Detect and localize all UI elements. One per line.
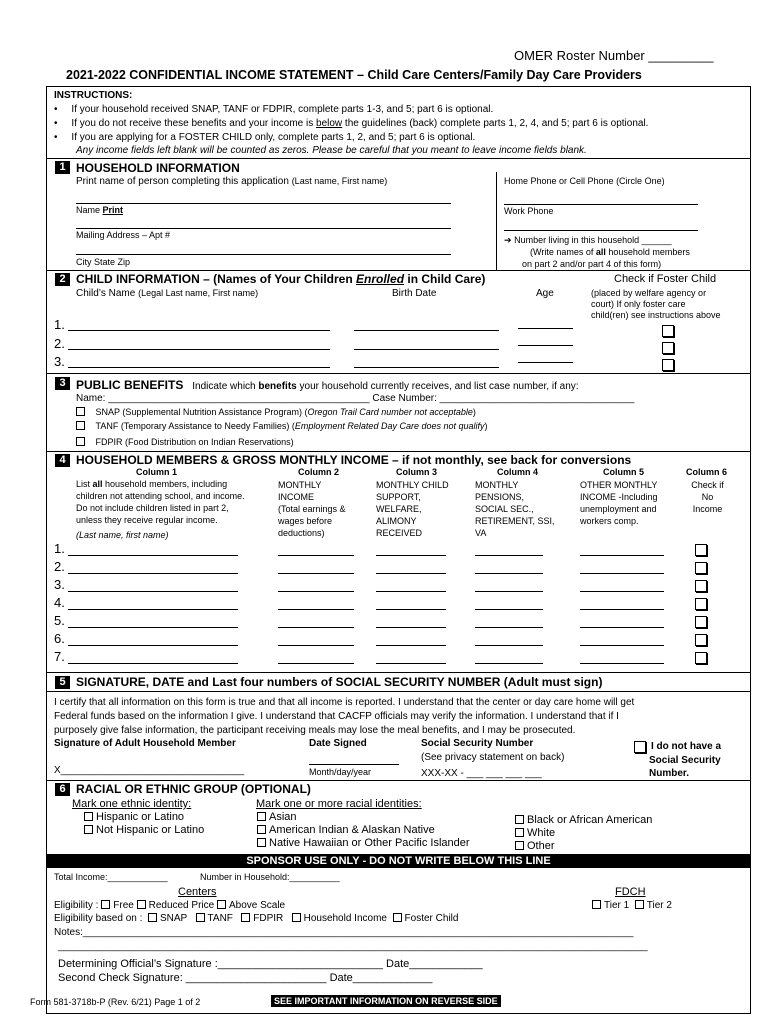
- not-hispanic-checkbox[interactable]: [84, 825, 93, 834]
- white-checkbox[interactable]: [515, 828, 524, 837]
- american-indian-checkbox[interactable]: [257, 825, 266, 834]
- member-row-2-number: 2.: [54, 559, 65, 574]
- col2-desc: MONTHLY INCOME (Total earnings & wages before deductions): [278, 480, 346, 538]
- certify-line-2: Federal funds based on the information I give. I understand that CACFP officials may verify the information. I understand that if I: [54, 711, 619, 722]
- mailing-line[interactable]: [76, 228, 451, 229]
- child-3-age-line[interactable]: [518, 362, 573, 363]
- member-6-name-line[interactable]: [68, 645, 238, 646]
- section-3-number: 3: [55, 377, 70, 390]
- section-5-number: 5: [55, 676, 70, 689]
- member-row-4-number: 4.: [54, 595, 65, 610]
- member-1-name-line[interactable]: [68, 555, 238, 556]
- member-7-no-income-checkbox[interactable]: [695, 652, 707, 664]
- form-id: Form 581-3718b-P (Rev. 6/21) Page 1 of 2: [30, 997, 201, 1007]
- member-1-pensions-line[interactable]: [475, 555, 543, 556]
- member-row-6-number: 6.: [54, 631, 65, 646]
- col3-desc: MONTHLY CHILD SUPPORT, WELFARE, ALIMONY RECEIVED: [376, 480, 449, 538]
- second-check-signature[interactable]: Second Check Signature: _______________________ Date_____________: [58, 972, 433, 984]
- roster-number-label[interactable]: OMER Roster Number _________: [514, 48, 714, 63]
- print-name-label: Print name of person completing this application (Last name, First name): [76, 176, 388, 187]
- col2-title: Column 2: [298, 467, 340, 477]
- member-4-name-line[interactable]: [68, 609, 238, 610]
- member-5-name-line[interactable]: [68, 627, 238, 628]
- col6-title: Column 6: [686, 467, 728, 477]
- sponsor-tanf-checkbox[interactable]: [196, 913, 205, 922]
- member-3-pensions-line[interactable]: [475, 591, 543, 592]
- member-4-other-income-line[interactable]: [580, 609, 664, 610]
- col1-desc-1: List all household members, including: [76, 479, 228, 489]
- benefits-name-case-line[interactable]: Name: _______________________________________________ Case Number: ___________________________________: [76, 393, 635, 404]
- no-ssn-label-3: Number.: [649, 768, 690, 779]
- city-state-zip-label: City State Zip: [76, 257, 131, 267]
- section-2-title: CHILD INFORMATION – (Names of Your Children Enrolled in Child Care): [76, 272, 486, 286]
- foster-note-2: court) If only foster care: [591, 299, 686, 309]
- work-phone-line[interactable]: [504, 230, 698, 231]
- tier-row: Tier 1 Tier 2: [592, 900, 672, 911]
- member-7-child-support-line[interactable]: [376, 663, 446, 664]
- home-phone-line[interactable]: [504, 204, 698, 205]
- member-row-3-number: 3.: [54, 577, 65, 592]
- col1-title: Column 1: [136, 467, 178, 477]
- no-ssn-label-2: Social Security: [649, 755, 721, 766]
- child-1-birth-line[interactable]: [354, 330, 499, 331]
- member-5-no-income-checkbox[interactable]: [695, 616, 707, 628]
- member-4-pensions-line[interactable]: [475, 609, 543, 610]
- member-3-other-income-line[interactable]: [580, 591, 664, 592]
- section-3-title: PUBLIC BENEFITS Indicate which benefits your household currently receives, and list case number, if any:: [76, 378, 579, 392]
- date-signed-label: Date Signed: [309, 738, 367, 749]
- sponsor-banner: SPONSOR USE ONLY - DO NOT WRITE BELOW THIS LINE: [46, 854, 751, 868]
- notes-field-line-2[interactable]: __________________________________________________________________________________________________________: [58, 941, 648, 952]
- member-4-monthly-income-line[interactable]: [278, 609, 354, 610]
- form-title: 2021-2022 CONFIDENTIAL INCOME STATEMENT – Child Care Centers/Family Day Care Providers: [66, 68, 642, 82]
- section-2-number: 2: [55, 273, 70, 286]
- member-5-pensions-line[interactable]: [475, 627, 543, 628]
- american-indian-option[interactable]: American Indian & Alaskan Native: [257, 824, 435, 836]
- privacy-note: (See privacy statement on back): [421, 752, 565, 763]
- member-7-monthly-income-line[interactable]: [278, 663, 354, 664]
- hawaiian-option[interactable]: Native Hawaiian or Other Pacific Islander: [257, 837, 470, 849]
- fdch-label: FDCH: [615, 886, 646, 898]
- sponsor-fdpir-checkbox[interactable]: [241, 913, 250, 922]
- member-2-name-line[interactable]: [68, 573, 238, 574]
- member-3-name-line[interactable]: [68, 591, 238, 592]
- other-option[interactable]: Other: [515, 840, 555, 852]
- instruction-note: Any income fields left blank will be counted as zeros. Please be careful that you meant to leave income fields blank.: [76, 145, 587, 156]
- ssn-label: Social Security Number: [421, 738, 534, 749]
- foster-note-3: child(ren) see instructions above: [591, 310, 721, 320]
- member-5-child-support-line[interactable]: [376, 627, 446, 628]
- signature-line[interactable]: X_________________________________: [54, 765, 245, 776]
- determining-official-signature[interactable]: Determining Official’s Signature :___________________________ Date____________: [58, 958, 483, 970]
- fdpir-checkbox[interactable]: [76, 437, 85, 446]
- write-names-label: (Write names of all household members: [530, 247, 690, 257]
- member-6-other-income-line[interactable]: [580, 645, 664, 646]
- foster-child-checkbox[interactable]: [393, 913, 402, 922]
- child-2-age-line[interactable]: [518, 345, 573, 346]
- tanf-option[interactable]: TANF (Temporary Assistance to Needy Families) (Employment Related Day Care does not qualify): [76, 421, 488, 431]
- section-1-title: HOUSEHOLD INFORMATION: [76, 161, 240, 175]
- member-2-other-income-line[interactable]: [580, 573, 664, 574]
- member-1-child-support-line[interactable]: [376, 555, 446, 556]
- name-line[interactable]: [76, 203, 451, 204]
- bullet-icon: •: [54, 132, 58, 143]
- member-6-child-support-line[interactable]: [376, 645, 446, 646]
- member-row-1-number: 1.: [54, 541, 65, 556]
- tier2-checkbox[interactable]: [635, 900, 644, 909]
- member-3-child-support-line[interactable]: [376, 591, 446, 592]
- instruction-3: • If you are applying for a FOSTER CHILD only, complete parts 1, 2, and 5; part 6 is optional.: [54, 132, 476, 143]
- member-row-5-number: 5.: [54, 613, 65, 628]
- total-income-field[interactable]: Total Income:____________: [54, 872, 168, 882]
- member-7-name-line[interactable]: [68, 663, 238, 664]
- section-4-title: HOUSEHOLD MEMBERS & GROSS MONTHLY INCOME – if not monthly, see back for conversions: [76, 453, 632, 467]
- child-row-3-number: 3.: [54, 354, 65, 369]
- col1-desc-3: Do not include children listed in part 2,: [76, 503, 229, 513]
- member-1-no-income-checkbox[interactable]: [695, 544, 707, 556]
- number-household-field[interactable]: Number in Household:__________: [200, 872, 340, 882]
- section-6-title: RACIAL OR ETHNIC GROUP (OPTIONAL): [76, 782, 311, 796]
- black-checkbox[interactable]: [515, 815, 524, 824]
- ssn-field[interactable]: XXX-XX - ___ ___ ___ ___: [421, 768, 542, 779]
- hispanic-option[interactable]: Hispanic or Latino: [84, 811, 184, 823]
- child-row-1-number: 1.: [54, 317, 65, 332]
- name-label: Name Print: [76, 205, 124, 215]
- on-part-label: on part 2 and/or part 4 of this form): [522, 259, 662, 269]
- arrow-right-icon: ➔: [504, 235, 512, 245]
- hispanic-checkbox[interactable]: [84, 812, 93, 821]
- ethnic-label: Mark one ethnic identity:: [72, 798, 192, 810]
- hawaiian-checkbox[interactable]: [257, 838, 266, 847]
- member-4-no-income-checkbox[interactable]: [695, 598, 707, 610]
- child-row-2-number: 2.: [54, 336, 65, 351]
- col5-desc: OTHER MONTHLY INCOME -Including unemployment and workers comp.: [580, 480, 658, 526]
- date-format-label: Month/day/year: [309, 767, 372, 777]
- asian-checkbox[interactable]: [257, 812, 266, 821]
- col4-title: Column 4: [497, 467, 539, 477]
- child-3-name-line[interactable]: [68, 367, 330, 368]
- col4-desc: MONTHLY PENSIONS, SOCIAL SEC., RETIREMENT, SSI, VA: [475, 480, 555, 538]
- city-line[interactable]: [76, 254, 451, 255]
- centers-label: Centers: [178, 886, 217, 898]
- not-hispanic-option[interactable]: Not Hispanic or Latino: [84, 824, 204, 836]
- date-signed-line[interactable]: [309, 764, 399, 765]
- member-2-child-support-line[interactable]: [376, 573, 446, 574]
- child-2-foster-checkbox[interactable]: [662, 342, 674, 354]
- child-3-foster-checkbox[interactable]: [662, 359, 674, 371]
- child-2-birth-line[interactable]: [354, 349, 499, 350]
- section-6-number: 6: [55, 783, 70, 796]
- signature-label: Signature of Adult Household Member: [54, 738, 236, 749]
- reduced-checkbox[interactable]: [137, 900, 146, 909]
- col6-desc: Check if No Income: [691, 480, 724, 514]
- number-living-label[interactable]: ➔ Number living in this household ______: [504, 235, 672, 245]
- child-1-name-line[interactable]: [68, 330, 330, 331]
- no-ssn-checkbox[interactable]: [634, 741, 646, 753]
- member-7-other-income-line[interactable]: [580, 663, 664, 664]
- reverse-side-notice: SEE IMPORTANT INFORMATION ON REVERSE SIDE: [271, 995, 501, 1007]
- childs-name-header: Child’s Name (Legal Last name, First name): [76, 288, 259, 299]
- member-5-monthly-income-line[interactable]: [278, 627, 354, 628]
- member-7-pensions-line[interactable]: [475, 663, 543, 664]
- child-3-birth-line[interactable]: [354, 367, 499, 368]
- member-row-7-number: 7.: [54, 649, 65, 664]
- notes-field[interactable]: Notes:___________________________________________________________________________________________________: [54, 927, 634, 938]
- section-4-number: 4: [55, 454, 70, 467]
- col5-title: Column 5: [603, 467, 645, 477]
- member-6-monthly-income-line[interactable]: [278, 645, 354, 646]
- free-checkbox[interactable]: [101, 900, 110, 909]
- age-header: Age: [536, 288, 554, 299]
- member-6-pensions-line[interactable]: [475, 645, 543, 646]
- black-option[interactable]: Black or African American: [515, 814, 652, 826]
- above-scale-checkbox[interactable]: [217, 900, 226, 909]
- asian-option[interactable]: Asian: [257, 811, 297, 823]
- child-1-foster-checkbox[interactable]: [662, 325, 674, 337]
- section-1-number: 1: [55, 161, 70, 174]
- other-checkbox[interactable]: [515, 841, 524, 850]
- tanf-checkbox[interactable]: [76, 421, 85, 430]
- member-2-pensions-line[interactable]: [475, 573, 543, 574]
- section-5-title: SIGNATURE, DATE and Last four numbers of SOCIAL SECURITY NUMBER (Adult must sign): [76, 675, 603, 689]
- foster-note-1: (placed by welfare agency or: [591, 288, 707, 298]
- fdpir-option[interactable]: FDPIR (Food Distribution on Indian Reservations): [76, 437, 294, 447]
- child-2-name-line[interactable]: [68, 349, 330, 350]
- snap-option[interactable]: SNAP (Supplemental Nutrition Assistance Program) (Oregon Trail Card number not acceptable): [76, 407, 476, 417]
- col1-desc-4: unless they receive regular income.: [76, 515, 218, 525]
- racial-label: Mark one or more racial identities:: [256, 798, 422, 810]
- col3-title: Column 3: [396, 467, 438, 477]
- child-1-age-line[interactable]: [518, 328, 573, 329]
- member-3-monthly-income-line[interactable]: [278, 591, 354, 592]
- col1-desc-5: (Last name, first name): [76, 530, 169, 540]
- instruction-2: • If you do not receive these benefits and your income is below the guidelines (back) complete parts 1, 2, 4, and 5; part 6 is optional.: [54, 118, 649, 129]
- white-option[interactable]: White: [515, 827, 555, 839]
- tier1-checkbox[interactable]: [592, 900, 601, 909]
- member-1-monthly-income-line[interactable]: [278, 555, 354, 556]
- foster-child-header: Check if Foster Child: [614, 273, 717, 285]
- bullet-icon: •: [54, 118, 58, 129]
- member-5-other-income-line[interactable]: [580, 627, 664, 628]
- work-phone-label: Work Phone: [504, 206, 554, 216]
- eligibility-based-row: Eligibility based on : SNAP TANF FDPIR Household Income Foster Child: [54, 913, 459, 924]
- birth-date-header: Birth Date: [392, 288, 437, 299]
- member-4-child-support-line[interactable]: [376, 609, 446, 610]
- bullet-icon: •: [54, 104, 58, 115]
- certify-line-3: purposely give false information, the participant receiving meals may lose the meal benefits, and I may be prosecuted.: [54, 725, 576, 736]
- col1-desc-2: children not attending school, and income.: [76, 491, 245, 501]
- member-2-monthly-income-line[interactable]: [278, 573, 354, 574]
- instruction-1: • If your household received SNAP, TANF or FDPIR, complete parts 1-3, and 5; part 6 is optional.: [54, 104, 494, 115]
- member-1-other-income-line[interactable]: [580, 555, 664, 556]
- mailing-address-label: Mailing Address – Apt #: [76, 230, 171, 240]
- home-phone-label: Home Phone or Cell Phone (Circle One): [504, 176, 665, 186]
- member-6-no-income-checkbox[interactable]: [695, 634, 707, 646]
- sponsor-snap-checkbox[interactable]: [148, 913, 157, 922]
- snap-checkbox[interactable]: [76, 407, 85, 416]
- no-ssn-label-1: I do not have a: [651, 741, 722, 752]
- member-2-no-income-checkbox[interactable]: [695, 562, 707, 574]
- certify-line-1: I certify that all information on this form is true and that all income is reported. I understand that the center or day care home will get: [54, 697, 635, 708]
- eligibility-row: Eligibility : Free Reduced Price Above Scale: [54, 900, 286, 911]
- instructions-heading: INSTRUCTIONS:: [54, 90, 133, 101]
- household-income-checkbox[interactable]: [292, 913, 301, 922]
- member-3-no-income-checkbox[interactable]: [695, 580, 707, 592]
